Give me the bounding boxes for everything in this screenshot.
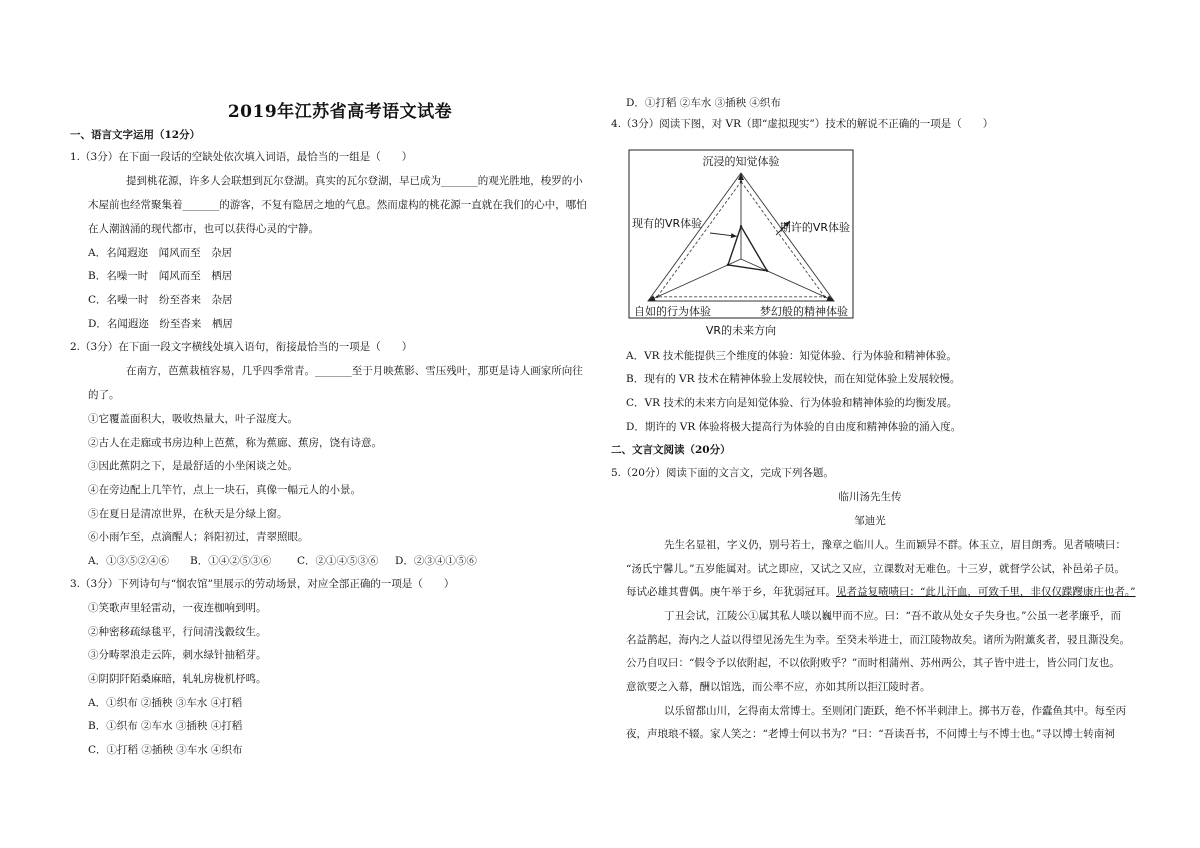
- label-expected-vr: 期许的VR体验: [779, 221, 850, 234]
- passage-text: 每试必雄其曹偶。庚午举于乡，年犹弱冠耳。: [626, 586, 836, 598]
- underlined-sentence: 见者益复啧啧曰：“此儿汗血，可致千里，非仅仅蹀躞康庄也者。”: [836, 586, 1136, 598]
- radar-point: [740, 225, 742, 227]
- q3-line: ①笑歌声里轻雷动，一夜连枷响到明。: [88, 602, 267, 614]
- q3-option-d: D．①打稻 ②车水 ③插秧 ④织布: [626, 97, 781, 109]
- q2-sentence: ③因此蕉阴之下，是最舒适的小坐闲谈之处。: [88, 460, 298, 472]
- q2-sentence: ①它覆盖面积大，吸收热量大，叶子湿度大。: [88, 413, 298, 425]
- q3-line: ③分畴翠浪走云阵，刺水绿针抽稻芽。: [88, 649, 267, 661]
- passage-line: “汤氏宁馨儿。”五岁能属对。试之即应，又试之又应，立课数对无难色。十三岁，就督学公试，补邑弟子员。: [626, 563, 1125, 575]
- q4-option-b: B．现有的 VR 技术在精神体验上发展较快，而在知觉体验上发展较慢。: [626, 373, 961, 385]
- radar-point: [824, 296, 826, 298]
- q1-option-d: D．名闻遐迩 纷至沓来 栖居: [88, 318, 233, 330]
- vr-radar-chart: [628, 149, 854, 339]
- passage-line: 先生名显祖，字义仍，别号若士，豫章之临川人。生而颖异不群。体玉立，眉目朗秀。见者啧啧曰：: [664, 539, 1126, 551]
- section-1-heading: 一、语言文字运用（12分）: [70, 129, 201, 141]
- q2-sentence: ⑥小雨乍至，点滴醒人；斜阳初过，青翠照眼。: [88, 531, 309, 543]
- q1-option-b: B．名噪一时 闻风而至 栖居: [88, 270, 233, 282]
- q3-option-a: A．①织布 ②插秧 ③车水 ④打稻: [88, 697, 243, 709]
- q1-option-a: A．名闻遐迩 闻风而至 杂居: [88, 247, 233, 259]
- section-2-heading: 二、文言文阅读（20分）: [611, 444, 731, 456]
- passage-line: 名益鹊起，海内之人益以得望见汤先生为幸。至癸未举进士，而江陵物故矣。诸所为附薰炙者，骎且澌没矣。: [626, 634, 1130, 646]
- radar-point: [727, 264, 729, 266]
- label-current-vr: 现有的VR体验: [632, 217, 703, 230]
- q2-option-c: C．②①④⑤③⑥: [297, 555, 379, 567]
- passage-author: 邹迪光: [854, 515, 886, 527]
- chart-caption: VR的未来方向: [705, 324, 777, 337]
- q1-passage-line: 在人潮汹涌的现代都市，也可以获得心灵的宁静。: [88, 223, 319, 235]
- page-title: 2019年江苏省高考语文试卷: [227, 102, 453, 122]
- radar-point: [766, 270, 768, 272]
- axis-label-behavior: 自如的行为体验: [634, 305, 711, 318]
- passage-line: 公乃自叹曰：“假令予以依附起，不以依附败乎？”而时相蒲州、苏州两公，其子皆中进士，皆公同门友也。: [626, 657, 1120, 669]
- q1-stem: 1.（3分）在下面一段话的空缺处依次填入词语，最恰当的一组是（ ）: [70, 151, 413, 163]
- q3-stem: 3.（3分）下列诗句与“悯农馆”里展示的劳动场景，对应全部正确的一项是（ ）: [70, 578, 455, 590]
- q3-line: ④阴阴阡陌桑麻暗，轧轧房栊机杼鸣。: [88, 673, 267, 685]
- q4-option-a: A．VR 技术能提供三个维度的体验：知觉体验、行为体验和精神体验。: [626, 350, 957, 362]
- q4-stem: 4.（3分）阅读下图，对 VR（即“虚拟现实”）技术的解说不正确的一项是（ ）: [611, 118, 994, 130]
- q2-option-b: B．①④②⑤③⑥: [190, 555, 272, 567]
- axis-label-spirit: 梦幻般的精神体验: [760, 305, 848, 318]
- q4-option-c: C．VR 技术的未来方向是知觉体验、行为体验和精神体验的均衡发展。: [626, 397, 958, 409]
- q3-option-c: C．①打稻 ②插秧 ③车水 ④织布: [88, 744, 243, 756]
- passage-line: 丁丑会试，江陵公①属其私人啖以巍甲而不应。曰：“吾不敢从处女子失身也。”公虽一老孝廉乎，而: [664, 610, 1121, 622]
- axis-label-perception: 沉浸的知觉体验: [702, 155, 780, 168]
- q2-sentence: ⑤在夏日是清凉世界，在秋天是分绿上窗。: [88, 508, 288, 520]
- q4-option-d: D．期许的 VR 体验将极大提高行为体验的自由度和精神体验的涌入度。: [626, 421, 962, 433]
- q1-option-c: C．名噪一时 纷至沓来 杂居: [88, 294, 233, 306]
- q2-option-d: D．②③④①⑤⑥: [395, 555, 477, 567]
- passage-line: 夜，声琅琅不辍。家人笑之：“老博士何以书为？”曰：“吾读吾书，不问博士与不博士也。”寻以博士转南祠: [626, 728, 1115, 740]
- passage-line: 意欲要之入幕，酬以馆选，而公率不应，亦如其所以拒江陵时者。: [626, 681, 931, 693]
- q2-passage-line: 的了。: [88, 389, 120, 401]
- passage-title: 临川汤先生传: [838, 491, 902, 503]
- q2-option-a: A．①③⑤②④⑥: [88, 555, 170, 567]
- q2-sentence: ④在旁边配上几竿竹，点上一块石，真像一幅元人的小景。: [88, 484, 361, 496]
- q1-passage-line: 提到桃花源，许多人会联想到瓦尔登湖。真实的瓦尔登湖，早已成为_______的观光胜地，梭罗的小: [126, 175, 583, 187]
- q2-passage-line: 在南方，芭蕉栽植容易，几乎四季常青。_______至于月映蕉影、雪压残叶，那更是诗人画家所向往: [126, 365, 583, 377]
- q3-option-b: B．①织布 ②车水 ③插秧 ④打稻: [88, 720, 243, 732]
- q5-stem: 5.（20分）阅读下面的文言文，完成下列各题。: [611, 467, 834, 479]
- q1-passage-line: 木屋前也经常聚集着_______的游客，不复有隐居之地的气息。然而虚构的桃花源一直就在我们的心中，哪怕: [88, 199, 587, 211]
- q2-stem: 2.（3分）在下面一段文字横线处填入语句，衔接最恰当的一项是（ ）: [70, 341, 413, 353]
- radar-point: [740, 180, 742, 182]
- passage-line: 以乐留都山川，乞得南太常博士。至则闭门距跃，绝不怀半刺津上。掷书万卷，作蠹鱼其中。每至丙: [664, 705, 1126, 717]
- passage-line: [626, 586, 1136, 599]
- radar-point: [656, 296, 658, 298]
- q2-sentence: ②古人在走廊或书房边种上芭蕉，称为蕉廊、蕉房，饶有诗意。: [88, 437, 382, 449]
- q3-line: ②种密移疏绿毯平，行间清浅縠纹生。: [88, 626, 267, 638]
